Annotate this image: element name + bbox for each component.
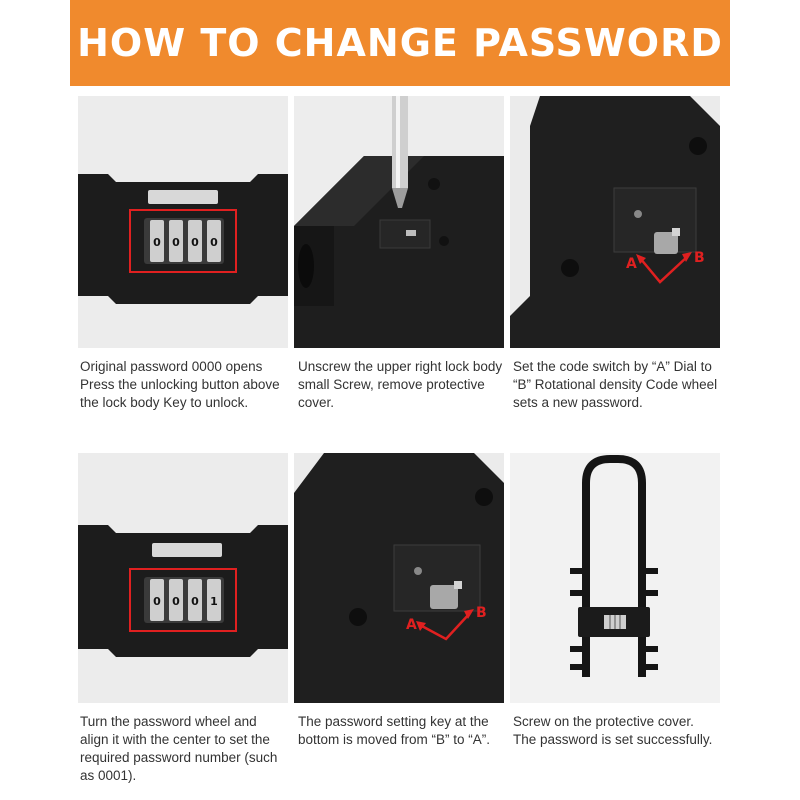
label-a: A <box>406 617 417 633</box>
wheel-digit-1: 0 <box>153 236 161 249</box>
page-title: HOW TO CHANGE PASSWORD <box>77 21 723 65</box>
wheel-digit-3: 0 <box>191 236 199 249</box>
label-b: B <box>694 250 705 266</box>
label-a: A <box>626 256 637 272</box>
wheel-digit-4: 1 <box>210 595 218 608</box>
step-1-photo <box>78 96 288 348</box>
step-3-photo <box>510 96 720 348</box>
step-6-photo <box>510 453 720 703</box>
step-4-photo <box>78 453 288 703</box>
wheel-digit-3: 0 <box>191 595 199 608</box>
title-banner <box>70 0 730 86</box>
step-2-photo <box>294 96 504 348</box>
step-2-caption: Unscrew the upper right lock body small Screw, remove protective cover. <box>298 359 503 410</box>
wheel-digit-1: 0 <box>153 595 161 608</box>
step-5-caption: The password setting key at the bottom is moved from “B” to “A”. <box>298 714 491 747</box>
step-5-photo <box>294 453 504 703</box>
wheel-digit-4: 0 <box>210 236 218 249</box>
label-b: B <box>476 605 487 621</box>
step-3-caption: Set the code switch by “A” Dial to “B” Rotational density Code wheel sets a new password. <box>513 359 718 410</box>
wheel-digit-2: 0 <box>172 236 180 249</box>
wheel-digit-2: 0 <box>172 595 180 608</box>
step-6-caption: Screw on the protective cover. The password is set successfully. <box>513 714 713 747</box>
step-1-caption: Original password 0000 opens Press the unlocking button above the lock body Key to unlock. <box>80 359 280 410</box>
step-4-caption: Turn the password wheel and align it with the center to set the required password number (such as 0001). <box>80 714 278 783</box>
